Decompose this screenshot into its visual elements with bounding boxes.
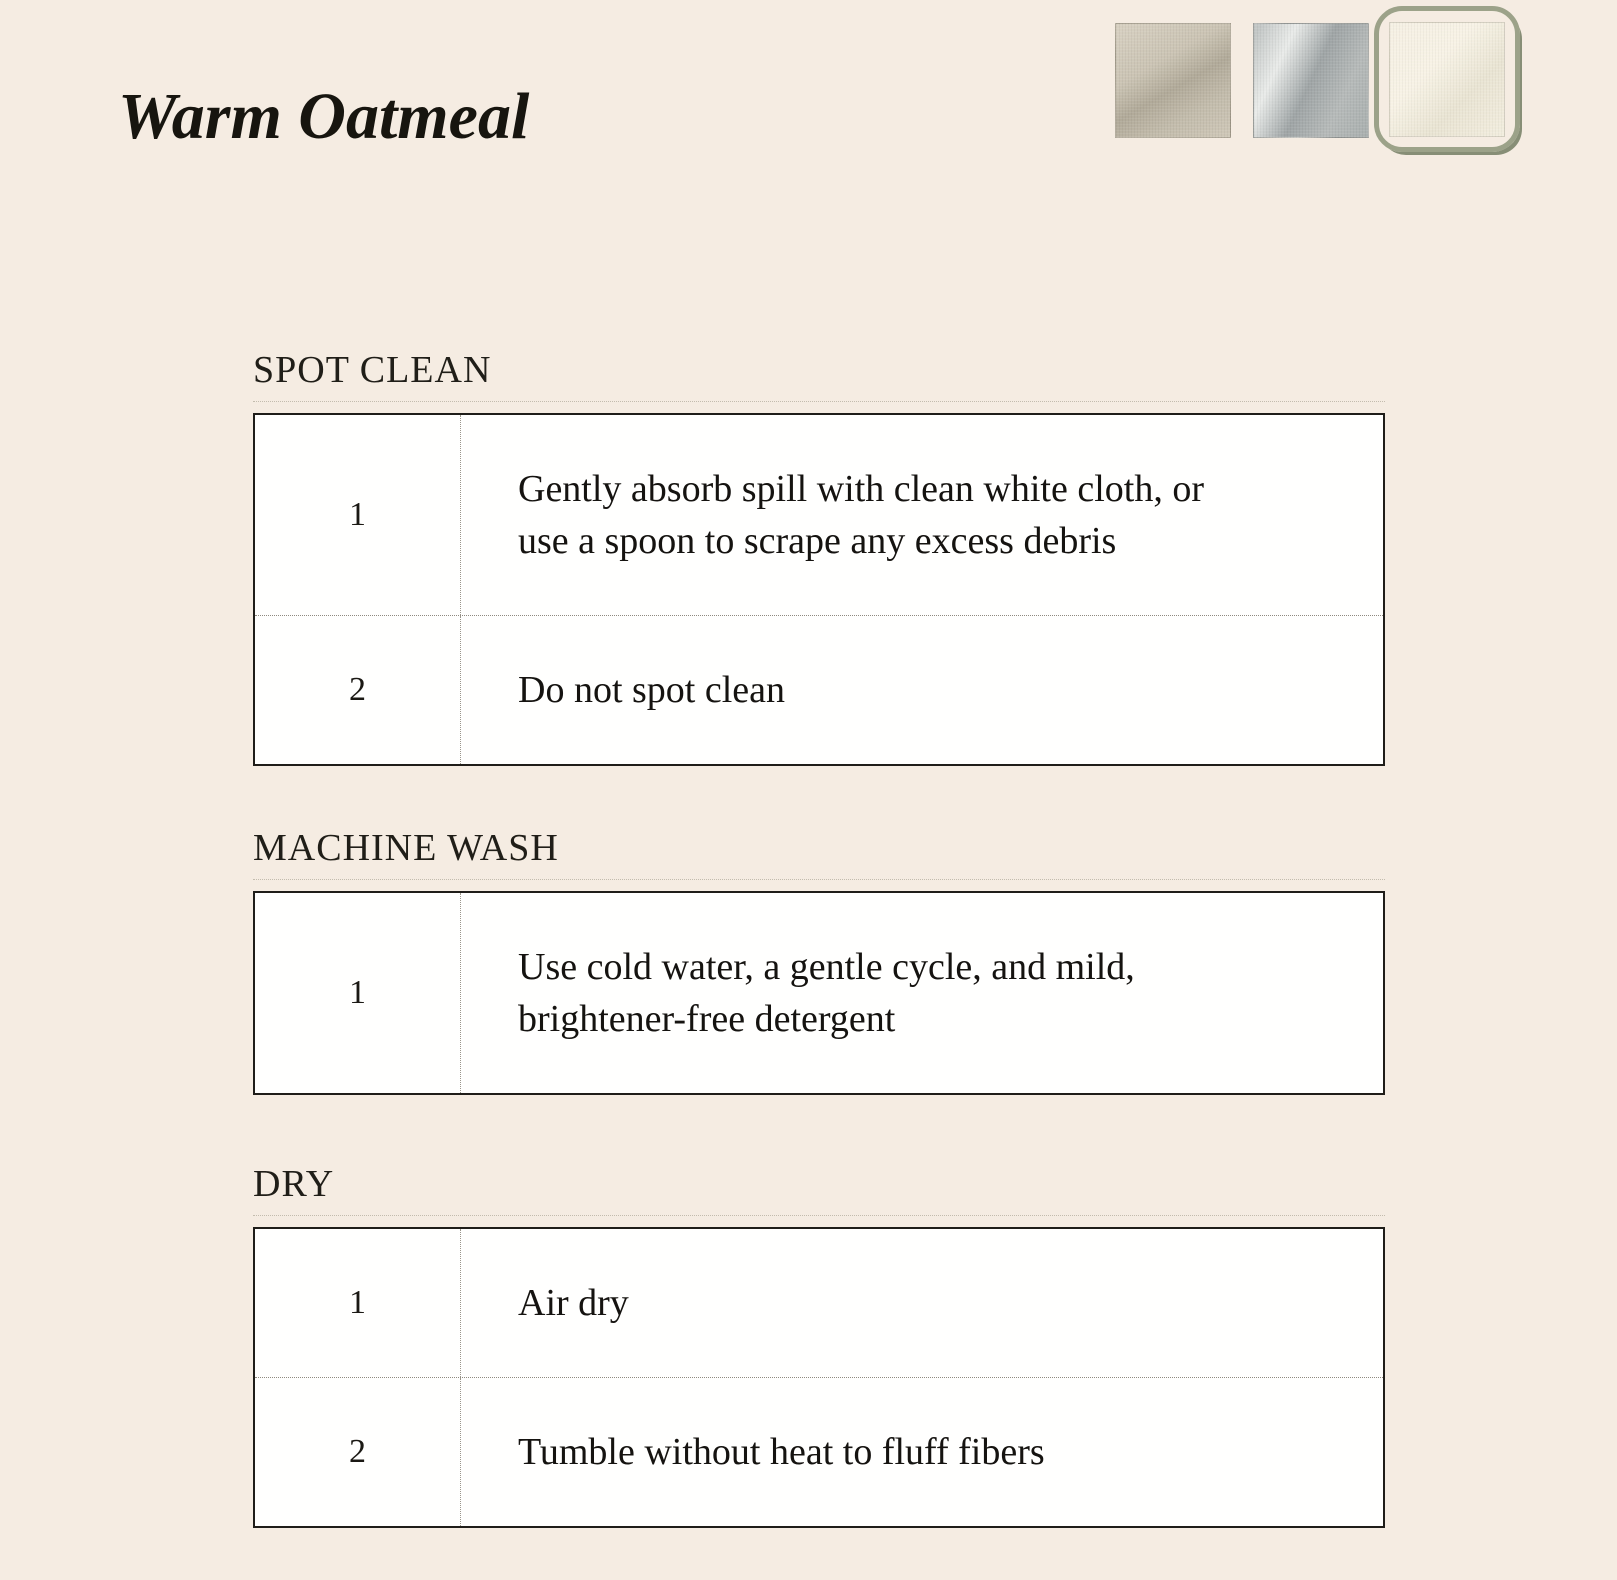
- step-number: 1: [255, 415, 461, 615]
- step-text: Tumble without heat to fluff fibers: [518, 1431, 1045, 1473]
- care-step-row: [255, 415, 1383, 615]
- step-text: Gently absorb spill with clean white cloth, or use a spoon to scrape any excess debris: [518, 468, 1204, 562]
- step-number: 2: [255, 616, 461, 764]
- step-text-cell: [461, 1378, 1383, 1526]
- section-heading-dry: DRY: [253, 1162, 1385, 1216]
- step-number: 1: [255, 1229, 461, 1377]
- swatch-option-gray[interactable]: [1253, 23, 1369, 138]
- swatch-option-warm-oatmeal-selected[interactable]: [1374, 6, 1520, 152]
- swatch-option-greige[interactable]: [1115, 23, 1231, 138]
- care-step-row: [255, 615, 1383, 764]
- step-number: 1: [255, 893, 461, 1093]
- section-dry: [253, 1162, 1385, 1528]
- step-text: Use cold water, a gentle cycle, and mild, brightener-free detergent: [518, 946, 1135, 1040]
- section-heading-machine-wash: MACHINE WASH: [253, 826, 1385, 880]
- step-number: 2: [255, 1378, 461, 1526]
- step-text: Air dry: [518, 1282, 629, 1324]
- step-text-cell: [461, 1229, 1383, 1377]
- page-title: Warm Oatmeal: [118, 80, 530, 154]
- warm-oatmeal-fabric-image: [1389, 22, 1505, 137]
- care-table-spot-clean: [253, 413, 1385, 766]
- step-text-cell: [461, 415, 1383, 615]
- care-table-machine-wash: [253, 891, 1385, 1095]
- section-spot-clean: [253, 348, 1385, 766]
- step-text-cell: [461, 616, 1383, 764]
- care-step-row: [255, 1229, 1383, 1377]
- section-heading-spot-clean: SPOT CLEAN: [253, 348, 1385, 402]
- step-text-cell: [461, 893, 1383, 1093]
- step-text: Do not spot clean: [518, 669, 786, 711]
- care-step-row: [255, 893, 1383, 1093]
- care-step-row: [255, 1377, 1383, 1526]
- care-table-dry: [253, 1227, 1385, 1528]
- section-machine-wash: [253, 826, 1385, 1095]
